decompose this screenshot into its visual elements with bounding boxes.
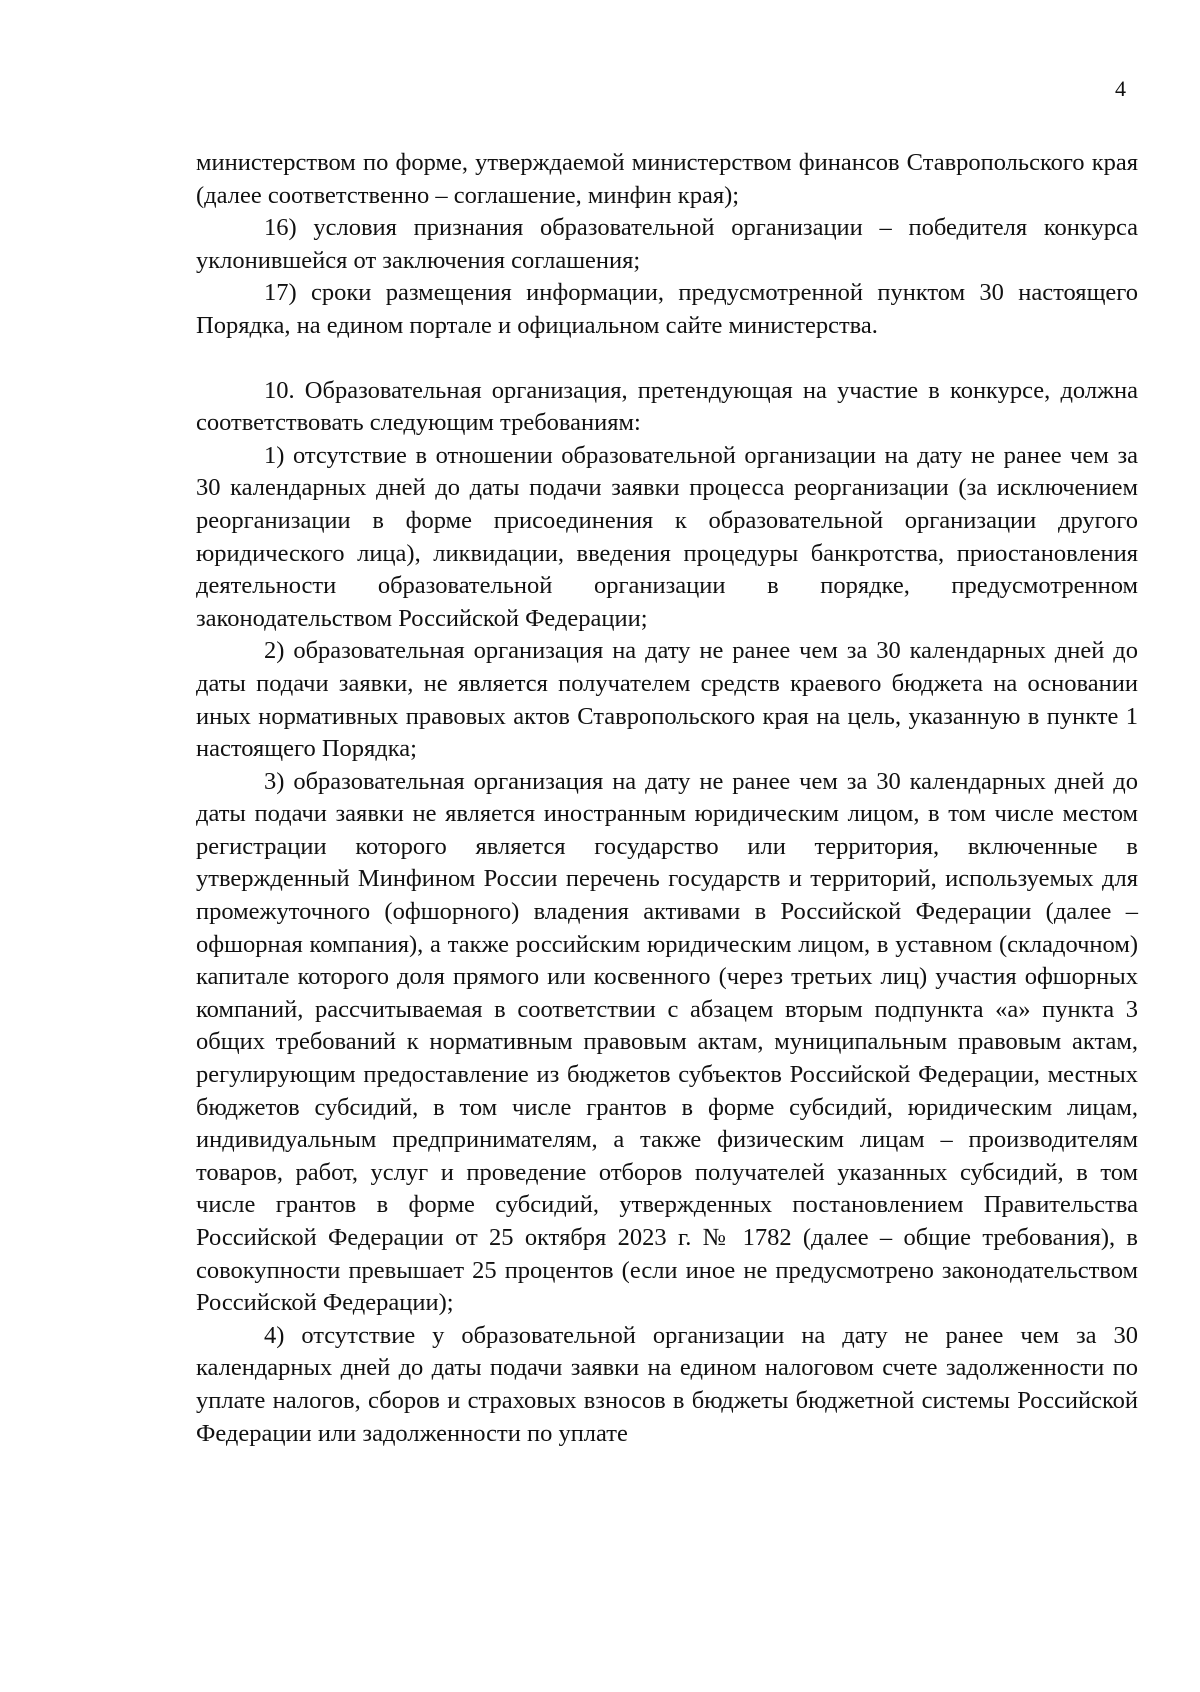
paragraph-requirement-3: 3) образовательная организация на дату не ранее чем за 30 календарных дней до даты подачи заявки не является иностранным юридическим лицом, в том числе местом регистрации которого является государство или территория, включенные в утвержденный Минфином России перечень государств и территорий, используемых для промежуточного (офшорного) владения активами в Российской Федерации (далее – офшорная компания), а также российским юридическим лицом, в уставном (складочном) капитале которого доля прямого или косвенного (через третьих лиц) участия офшорных компаний, рассчитываемая в соответствии с абзацем вторым подпункта «а» пункта 3 общих требований к нормативным правовым актам, муниципальным правовым актам, регулирующим предоставление из бюджетов субъектов Российской Федерации, местных бюджетов субсидий, в том числе грантов в форме субсидий, юридическим лицам, индивидуальным предпринимателям, а также физическим лицам – производителям товаров, работ, услуг и проведение отборов получателей указанных субсидий, в том числе грантов в форме субсидий, утвержденных постановлением Правительства Российской Федерации от 25 октября 2023 г. № 1782 (далее – общие требования), в совокупности превышает 25 процентов (если иное не предусмотрено законодательством Российской Федерации); xyxy=(196,767,1138,1317)
document-body xyxy=(196,147,1138,1450)
paragraph-requirement-4: 4) отсутствие у образовательной организации на дату не ранее чем за 30 календарных дней до даты подачи заявки на едином налоговом счете задолженности по уплате налогов, сборов и страховых взносов в бюджеты бюджетной системы Российской Федерации или задолженности по уплате xyxy=(196,1321,1138,1447)
paragraph-item-17: 17) сроки размещения информации, предусмотренной пунктом 30 настоящего Порядка, на едином портале и официальном сайте министерства. xyxy=(196,279,1138,339)
page-number: 4 xyxy=(1115,76,1126,101)
paragraph-item-16: 16) условия признания образовательной организации – победителя конкурса уклонившейся от заключения соглашения; xyxy=(196,214,1138,274)
section-gap xyxy=(196,343,1138,375)
paragraph-requirement-1: 1) отсутствие в отношении образовательной организации на дату не ранее чем за 30 календарных дней до даты подачи заявки процесса реорганизации (за исключением реорганизации в форме присоединения к образовательной организации другого юридического лица), ликвидации, введения процедуры банкротства, приостановления деятельности образовательной организации в порядке, предусмотренном законодательством Российской Федерации; xyxy=(196,441,1138,632)
paragraph-requirement-2: 2) образовательная организация на дату не ранее чем за 30 календарных дней до даты подачи заявки, не является получателем средств краевого бюджета на основании иных нормативных правовых актов Ставропольского края на цель, указанную в пункте 1 настоящего Порядка; xyxy=(196,637,1138,763)
paragraph-continuation: министерством по форме, утверждаемой министерством финансов Ставропольского края (далее соответственно – соглашение, минфин края); xyxy=(196,149,1138,209)
paragraph-clause-10: 10. Образовательная организация, претендующая на участие в конкурсе, должна соответствовать следующим требованиям: xyxy=(196,376,1138,437)
